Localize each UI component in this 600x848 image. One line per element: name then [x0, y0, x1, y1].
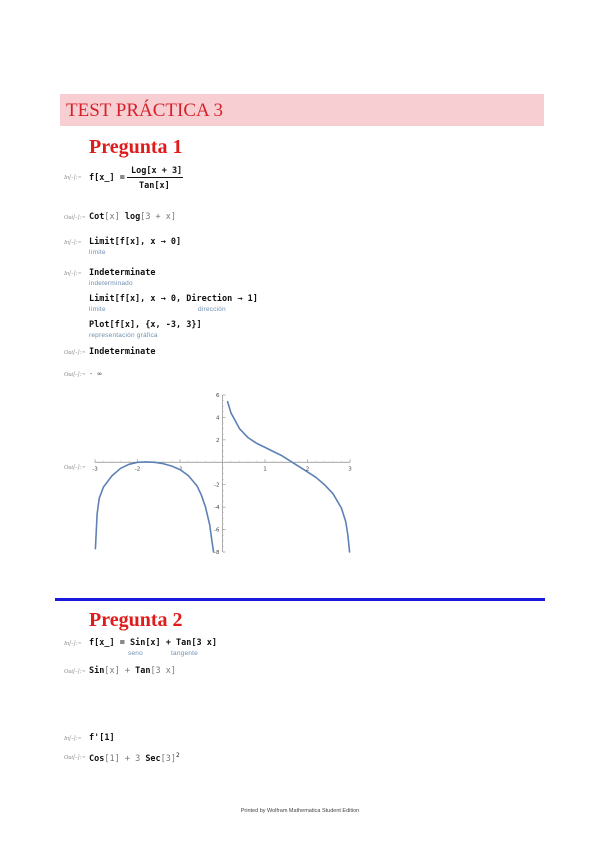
input-label: In[-]:= [64, 240, 82, 246]
minus-infinity-output: - ∞ [89, 370, 102, 378]
section-heading-pregunta-2: Pregunta 2 [89, 609, 183, 631]
cos-arg: [1] + 3 [104, 753, 146, 764]
output-label: Out[-]:= [64, 465, 86, 471]
input-label: In[-]:= [64, 175, 82, 181]
hint-representacion: representación gráfica [89, 332, 158, 339]
plot-input[interactable]: Plot[f[x], {x, -3, 3}] [89, 320, 202, 330]
def-lhs: f[x_] = [89, 638, 130, 648]
output-label: Out[-]:= [64, 669, 86, 675]
output-sin-tan [89, 666, 176, 676]
function-plot [80, 385, 360, 560]
derivative-input[interactable]: f'[1] [89, 733, 115, 743]
log-arg: [3 + x] [140, 212, 177, 222]
indeterminate-input[interactable]: Indeterminate [89, 268, 156, 278]
y-tick-label: 2 [216, 437, 220, 444]
cot-arg: [x] [104, 212, 125, 222]
section-heading-pregunta-1: Pregunta 1 [89, 136, 183, 158]
x-tick-label: -2 [134, 466, 141, 473]
sin-arg: [x] + [145, 638, 177, 648]
output-label: Out[-]:= [64, 215, 86, 221]
tan-function-out: Tan [135, 666, 151, 676]
hint-tangente: tangente [171, 650, 198, 657]
y-tick-label: -2 [214, 482, 220, 489]
sin-arg-out: [x] + [104, 666, 136, 676]
output-label: Out[-]:= [64, 372, 86, 378]
footer-note: Printed by Wolfram Mathematica Student Edition [240, 808, 360, 814]
plot-curve-1 [95, 462, 213, 552]
sec-arg: [3] [160, 753, 177, 764]
tan-function: Tan [176, 638, 192, 648]
exponent: 2 [176, 752, 180, 759]
plot-curve-2 [228, 402, 350, 552]
input-label: In[-]:= [64, 736, 82, 742]
x-tick-label: 2 [305, 466, 310, 473]
input-label: In[-]:= [64, 271, 82, 277]
function-definition-lhs[interactable]: f[x_] = [89, 173, 125, 183]
derivative-output [89, 752, 180, 764]
hint-indeterminado: indeterminado [89, 280, 133, 287]
output-cot-log [89, 212, 176, 222]
output-label: Out[-]:= [64, 755, 86, 761]
y-tick-label: 4 [216, 415, 220, 422]
document-title: TEST PRÁCTICA 3 [66, 100, 223, 121]
limit-direction-input[interactable]: Limit[f[x], x → 0, Direction → 1] [89, 294, 258, 304]
log-function: log [124, 212, 141, 222]
x-tick-label: -1 [177, 466, 183, 473]
tan-arg-out: [3 x] [150, 666, 177, 676]
hint-limite: límite [89, 249, 106, 256]
cos-function: Cos [89, 753, 105, 764]
y-tick-label: -4 [214, 505, 220, 512]
y-tick-label: -6 [214, 527, 220, 534]
sec-function: Sec [145, 753, 161, 764]
function-definition-2[interactable] [89, 638, 217, 648]
x-tick-label: 1 [263, 466, 267, 473]
tan-arg: [3 x] [191, 638, 217, 648]
x-tick-label: 3 [348, 466, 352, 473]
output-label: Out[-]:= [64, 350, 86, 356]
hint-direccion: dirección [198, 306, 226, 313]
hint-limite-2: límite [89, 306, 106, 313]
y-tick-label: 6 [216, 393, 220, 399]
fraction-bar [127, 177, 183, 178]
sin-function-out: Sin [89, 666, 105, 676]
input-label: In[-]:= [64, 641, 82, 647]
indeterminate-output: Indeterminate [89, 347, 156, 357]
hint-seno: seno [128, 650, 143, 657]
fraction-denominator[interactable]: Tan[x] [139, 181, 170, 191]
section-separator [55, 598, 545, 601]
fraction-numerator[interactable]: Log[x + 3] [131, 166, 183, 176]
sin-function: Sin [129, 638, 146, 648]
x-tick-label: -3 [92, 466, 98, 473]
limit-input[interactable]: Limit[f[x], x → 0] [89, 237, 182, 247]
y-tick-label: -8 [214, 550, 220, 556]
cot-function: Cot [89, 212, 105, 222]
